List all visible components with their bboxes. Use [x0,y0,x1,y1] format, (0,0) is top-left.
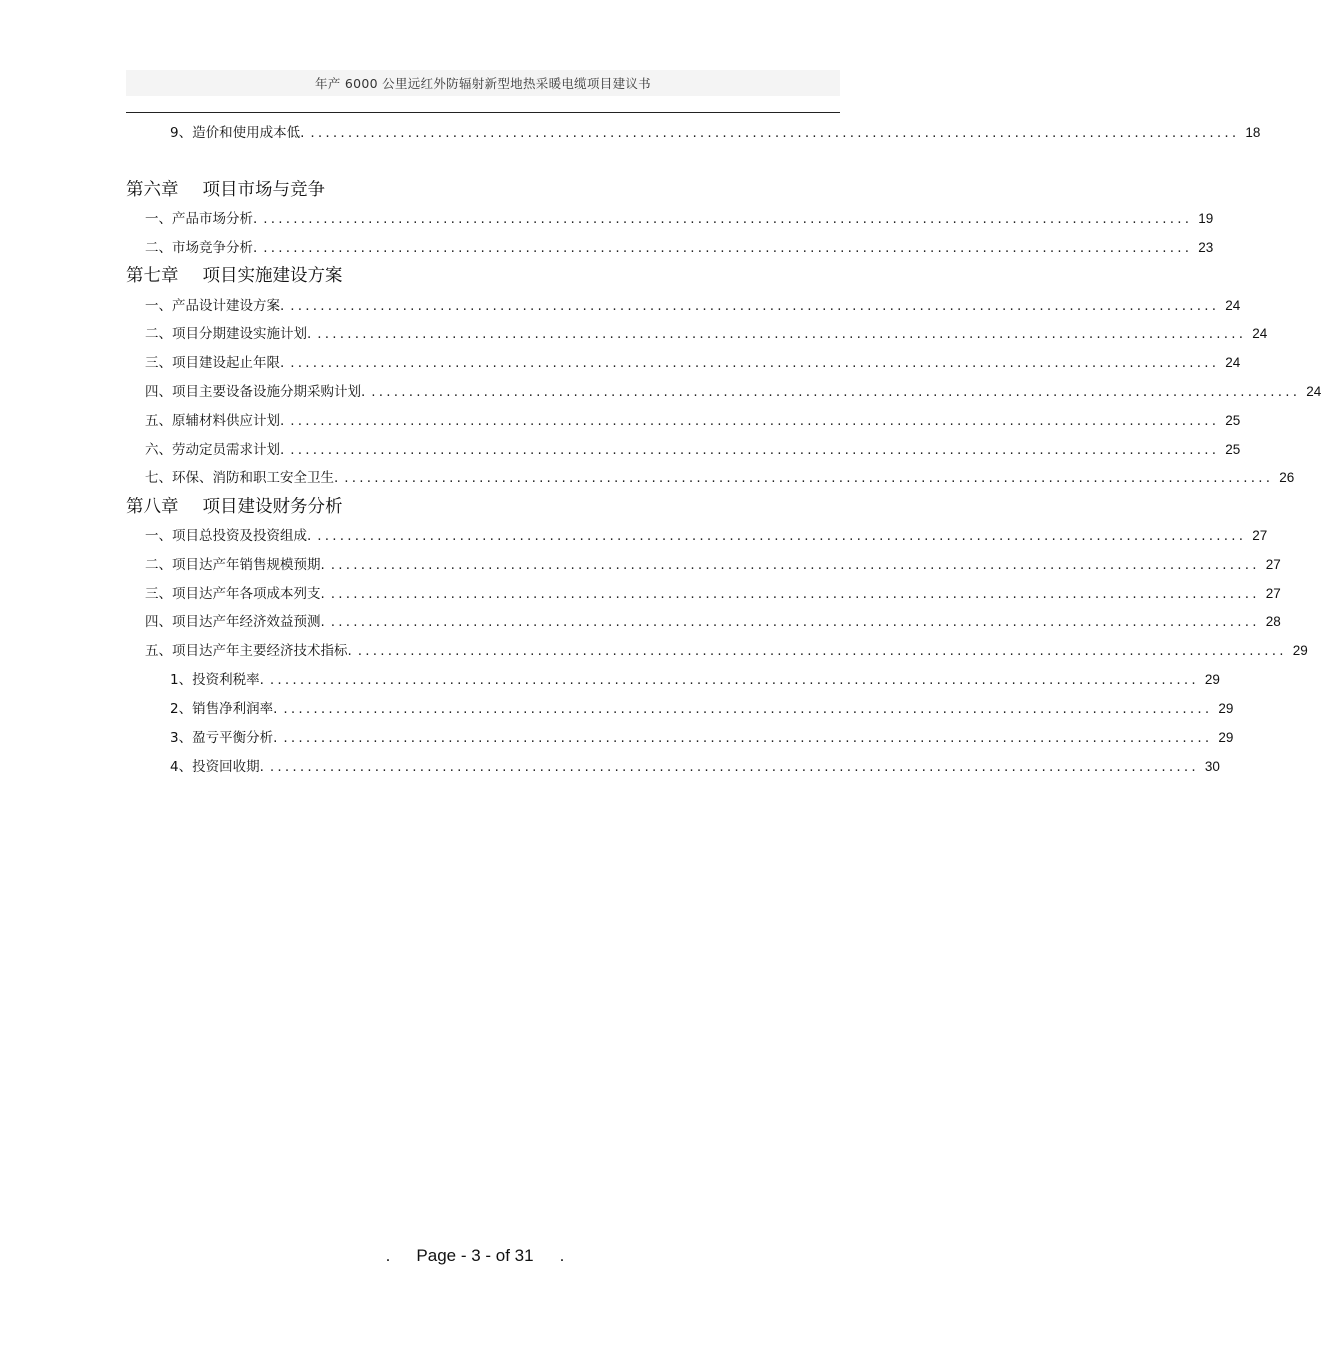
toc-page-number: 24 [1225,355,1241,370]
toc-entry-label: 3、盈亏平衡分析. [170,730,278,746]
chapter-title: 项目市场与竞争 [202,180,325,200]
header-rule [126,112,840,113]
toc-entry[interactable] [145,409,1241,429]
toc-entry[interactable] [170,697,1234,717]
toc-leader-dots: ............................................................................................................................ [357,643,1287,659]
toc-entry[interactable] [145,610,1281,630]
toc-entry-label: 9、造价和使用成本低. [170,125,305,141]
chapter-title: 项目建设财务分析 [202,497,343,517]
toc-entry[interactable] [145,639,1308,659]
footer-page-number: Page - 3 - of 31 [416,1246,534,1265]
toc-page-number: 27 [1252,528,1268,543]
toc-entry-label: 五、原辅材料供应计划. [145,413,285,429]
toc-page-number: 24 [1225,298,1241,313]
toc-leader-dots: ............................................................................................................................ [290,442,1220,458]
toc-leader-dots: ............................................................................................................................ [317,326,1247,342]
toc-leader-dots: ............................................................................................................................ [283,701,1213,717]
toc-page-number: 24 [1252,326,1268,341]
toc-entry-label: 四、项目达产年经济效益预测. [145,614,325,630]
toc-entry-label: 一、产品市场分析. [145,211,258,227]
running-header-title: 年产 6000 公里远红外防辐射新型地热采暖电缆项目建议书 [315,76,651,91]
toc-page-number: 23 [1198,240,1214,255]
toc-leader-dots: ............................................................................................................................ [330,614,1260,630]
chapter-heading[interactable] [126,176,325,201]
chapter-title: 项目实施建设方案 [202,266,343,286]
toc-page-number: 29 [1204,672,1220,687]
toc-leader-dots: ............................................................................................................................ [317,528,1247,544]
toc-entry-label: 三、项目达产年各项成本列支. [145,586,325,602]
toc-entry[interactable] [145,524,1268,544]
toc-leader-dots: ............................................................................................................................ [263,240,1193,256]
toc-leader-dots: ............................................................................................................................ [330,557,1260,573]
toc-entry[interactable] [145,466,1295,486]
toc-leader-dots: ............................................................................................................................ [269,759,1199,775]
toc-entry[interactable] [145,322,1268,342]
toc-entry[interactable] [145,294,1241,314]
toc-entry-label: 2、销售净利润率. [170,701,278,717]
toc-entry-label: 1、投资利税率. [170,672,264,688]
toc-leader-dots: ............................................................................................................................ [283,730,1213,746]
chapter-number: 第八章 [126,497,179,517]
toc-leader-dots: ............................................................................................................................ [263,211,1193,227]
toc-leader-dots: ............................................................................................................................ [290,298,1220,314]
toc-entry[interactable] [145,438,1241,458]
page-footer [0,1246,950,1266]
toc-entry-label: 六、劳动定员需求计划. [145,442,285,458]
toc-page-number: 29 [1218,701,1234,716]
toc-entry-label: 二、项目达产年销售规模预期. [145,557,325,573]
toc-page-number: 27 [1265,557,1281,572]
toc-entry[interactable] [145,236,1214,256]
footer-right-dot: . [559,1246,565,1265]
toc-entry-label: 五、项目达产年主要经济技术指标. [145,643,352,659]
toc-page-number: 26 [1279,470,1295,485]
toc-page-number: 27 [1265,586,1281,601]
chapter-heading[interactable] [126,493,343,518]
toc-entry[interactable] [170,121,1261,141]
footer-left-dot: . [385,1246,391,1265]
toc-leader-dots: ............................................................................................................................ [310,125,1240,141]
toc-entry[interactable] [145,351,1241,371]
toc-entry-label: 四、项目主要设备设施分期采购计划. [145,384,366,400]
toc-leader-dots: ............................................................................................................................ [371,384,1301,400]
chapter-heading[interactable] [126,262,343,287]
toc-entry[interactable] [170,668,1220,688]
toc-entry-label: 一、项目总投资及投资组成. [145,528,312,544]
toc-page-number: 18 [1245,125,1261,140]
toc-leader-dots: ............................................................................................................................ [330,586,1260,602]
toc-page-number: 24 [1306,384,1321,399]
toc-leader-dots: ............................................................................................................................ [344,470,1274,486]
toc-entry-label: 三、项目建设起止年限. [145,355,285,371]
toc-entry-label: 二、市场竞争分析. [145,240,258,256]
toc-entry[interactable] [170,755,1220,775]
chapter-number: 第七章 [126,266,179,286]
chapter-number: 第六章 [126,180,179,200]
toc-entry[interactable] [145,380,1321,400]
toc-page-number: 29 [1292,643,1308,658]
toc-entry[interactable] [145,582,1281,602]
toc-entry-label: 七、环保、消防和职工安全卫生. [145,470,339,486]
toc-entry[interactable] [145,553,1281,573]
toc-page-number: 28 [1265,614,1281,629]
toc-leader-dots: ............................................................................................................................ [269,672,1199,688]
toc-page-number: 30 [1204,759,1220,774]
toc-entry-label: 4、投资回收期. [170,759,264,775]
toc-leader-dots: ............................................................................................................................ [290,413,1220,429]
toc-entry-label: 二、项目分期建设实施计划. [145,326,312,342]
toc-entry[interactable] [145,207,1214,227]
toc-page-number: 19 [1198,211,1214,226]
toc-leader-dots: ............................................................................................................................ [290,355,1220,371]
toc-entry-label: 一、产品设计建设方案. [145,298,285,314]
toc-page-number: 25 [1225,413,1241,428]
toc-page-number: 25 [1225,442,1241,457]
toc-page-number: 29 [1218,730,1234,745]
toc-entry[interactable] [170,726,1234,746]
